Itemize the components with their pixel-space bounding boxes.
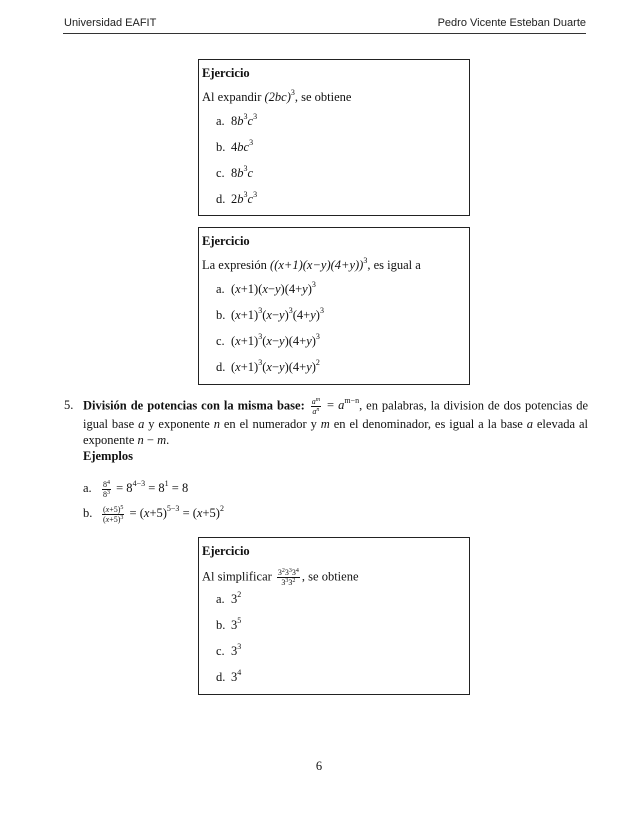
option-expression: $3^4$ (231, 668, 242, 684)
option-expression: $2b^3c^3$ (231, 190, 258, 206)
section-formula-rhs: = $a^{m-n}$ (323, 396, 360, 413)
exercise-prompt: La expresión $((x+1)(x-y)(4+y))^3$, es igual a (202, 256, 421, 272)
answer-option (202, 334, 469, 360)
answer-option (202, 140, 469, 166)
option-expression: $(x+1)^3(x-y)(4+y)^3$ (231, 332, 320, 348)
answer-option (202, 114, 469, 140)
option-letter: d. (216, 192, 226, 206)
exercise-title: Ejercicio (202, 234, 250, 248)
option-letter: a. (216, 592, 225, 606)
option-letter: c. (216, 166, 225, 180)
answer-option (202, 670, 469, 696)
exercise-box-1 (198, 59, 470, 216)
exercise-box-3 (198, 537, 470, 695)
option-expression: $(x+1)^3(x-y)^3(4+y)^3$ (231, 306, 324, 322)
option-letter: b. (216, 618, 226, 632)
section-title: División de potencias con la misma base: (83, 398, 305, 413)
option-expression: $4bc^3$ (231, 138, 254, 154)
option-expression: $8b^3c$ (231, 164, 254, 180)
header-rule (63, 33, 586, 34)
example-b: b. $\frac{(x+5)^5}{(x+5)^3}$ = $(x+5)^{5-3} = (x+5)^2$ (83, 504, 224, 524)
exercise-prompt: Al simplificar $\frac{3^23^33^4}{3^33^2}$ , se obtiene (202, 568, 359, 587)
option-letter: a. (216, 114, 225, 128)
section-formula-fraction: $\frac{a^m}{a^n}$ (311, 397, 321, 416)
section-number: 5. (64, 398, 74, 412)
exercise-box-2 (198, 227, 470, 385)
page-number: 6 (315, 759, 323, 773)
option-list (202, 282, 469, 386)
option-letter: c. (216, 644, 225, 658)
option-letter: b. (216, 140, 226, 154)
answer-option (202, 360, 469, 386)
answer-option (202, 644, 469, 670)
option-list (202, 592, 469, 696)
header-institution: Universidad EAFIT (64, 17, 157, 29)
header-author: Pedro Vicente Esteban Duarte (437, 17, 586, 29)
option-letter: a. (216, 282, 225, 296)
answer-option (202, 618, 469, 644)
answer-option (202, 192, 469, 218)
example-a: a. $\frac{8^4}{8^3}$ = $8^{4-3} = 8^1 = 8$ (83, 479, 189, 499)
option-letter: d. (216, 360, 226, 374)
option-expression: $3^5$ (231, 616, 242, 632)
option-list (202, 114, 469, 218)
option-expression: $(x+1)^3(x-y)(4+y)^2$ (231, 358, 320, 374)
section-5 (64, 397, 588, 448)
option-expression: $3^3$ (231, 642, 242, 658)
option-expression: $(x+1)(x-y)(4+y)^3$ (231, 280, 316, 296)
exercise-title: Ejercicio (202, 544, 250, 558)
option-letter: b. (216, 308, 226, 322)
examples-heading: Ejemplos (83, 449, 133, 463)
answer-option (202, 308, 469, 334)
option-expression: $3^2$ (231, 590, 242, 606)
exercise-title: Ejercicio (202, 66, 250, 80)
option-letter: c. (216, 334, 225, 348)
answer-option (202, 282, 469, 308)
answer-option (202, 166, 469, 192)
section-description: , en palabras, la division de dos potencias de igual base a y exponente n en el numerador y m en el denominador, es igual a la base a elevada al exponente n − m. (83, 398, 588, 447)
option-expression: $8b^3c^3$ (231, 112, 258, 128)
answer-option (202, 592, 469, 618)
exercise-prompt: Al expandir $(2bc)^3$, se obtiene (202, 88, 352, 104)
option-letter: d. (216, 670, 226, 684)
